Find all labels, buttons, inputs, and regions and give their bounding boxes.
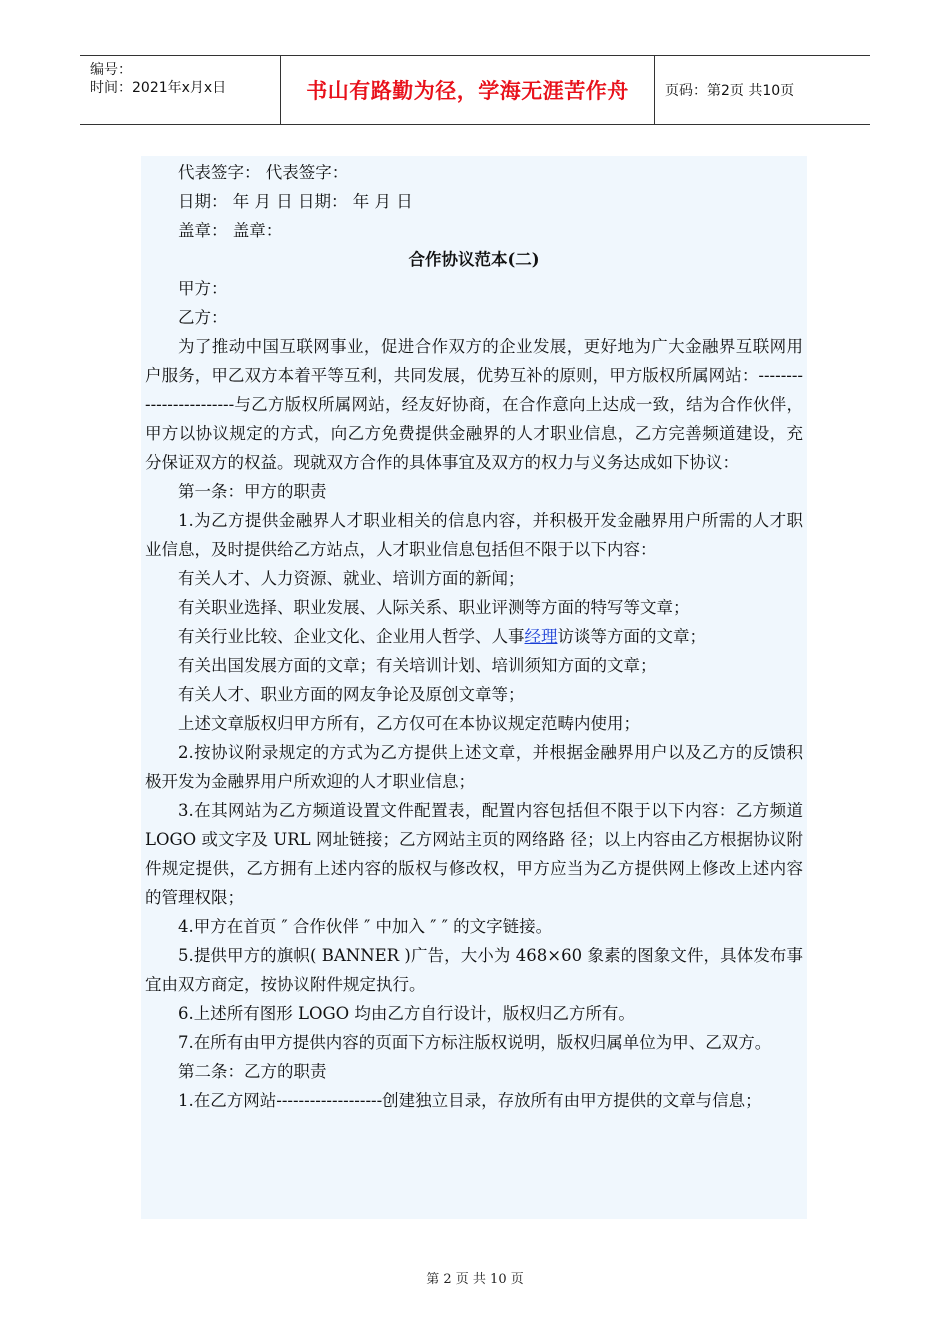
document-title: 合作协议范本(二) [408,250,540,269]
sign-line: 代表签字： 代表签字： [178,163,349,182]
page-header [80,55,870,125]
a1-item7: 7.在所有由甲方提供内容的页面下方标注版权说明，版权归属单位为甲、乙双方。 [178,1033,772,1052]
article2-title: 第二条：乙方的职责 [178,1062,327,1081]
a1-list4: 有关出国发展方面的文章；有关培训计划、培训须知方面的文章； [178,656,657,675]
seal-line: 盖章： 盖章： [178,221,283,240]
a1-item4: 4.甲方在首页 ″ 合作伙伴 ″ 中加入 ″ ″ 的文字链接。 [178,917,553,936]
party-a: 甲方： [178,279,228,298]
party-b: 乙方： [178,308,228,327]
a1-list1: 有关人才、人力资源、就业、培训方面的新闻； [178,569,525,588]
intro-paragraph: 为了推动中国互联网事业，促进合作双方的企业发展，更好地为广大金融界互联网用户服务，甲乙双方本着平等互利，共同发展，优势互补的原则，甲方版权所属网站：------------------------与乙方版权所属网站，经友好协商，在合作意向上达成一致，结为合作伙伴，甲方以协议规定的方式，向乙方免费提供金融界的人才职业信息，乙方完善频道建设，充分保证双方的权益。现就双方合作的具体事宜及双方的权力与义务达成如下协议： [145,337,803,472]
a1-list5: 有关人才、职业方面的网友争论及原创文章等； [178,685,525,704]
page-footer: 第 2 页 共 10 页 [426,1272,524,1287]
a1-list2: 有关职业选择、职业发展、人际关系、职业评测等方面的特写等文章； [178,598,690,617]
a1-item3: 3.在其网站为乙方频道设置文件配置表，配置内容包括但不限于以下内容：乙方频道 LOGO 或文字及 URL 网址链接；乙方网站主页的网络路 径；以上内容由乙方根据协议附件规定提供，乙方拥有上述内容的版权与修改权，甲方应当为乙方提供网上修改上述内容的管理权限； [145,801,803,907]
document-body [141,156,807,1219]
a2-item1: 1.在乙方网站-------------------创建独立目录，存放所有由甲方提供的文章与信息； [178,1091,762,1110]
a1-item1: 1.为乙方提供金融界人才职业相关的信息内容，并积极开发金融界用户所需的人才职业信息，及时提供给乙方站点，人才职业信息包括但不限于以下内容： [145,511,803,559]
number-label: 编号： [90,62,132,78]
date-line: 日期： 年 月 日 日期： 年 月 日 [178,192,413,211]
article1-title: 第一条：甲方的职责 [178,482,327,501]
time-label: 时间：2021年x月x日 [90,80,227,96]
a1-list3-pre: 有关行业比较、企业文化、企业用人哲学、人事 [178,627,525,646]
header-motto: 书山有路勤为径，学海无涯苦作舟 [281,56,655,124]
header-page-info: 页码：第2页 共10页 [665,83,795,99]
a1-list3 [145,622,803,651]
a1-list6: 上述文章版权归甲方所有，乙方仅可在本协议规定范畴内使用； [178,714,640,733]
a1-item6: 6.上述所有图形 LOGO 均由乙方自行设计，版权归乙方所有。 [178,1004,635,1023]
header-meta [80,56,281,124]
a1-list3-post: 访谈等方面的文章； [557,627,706,646]
a1-item5: 5.提供甲方的旗帜( BANNER )广告，大小为 468×60 象素的图象文件，具体发布事宜由双方商定，按协议附件规定执行。 [145,946,803,994]
a1-item2: 2.按协议附录规定的方式为乙方提供上述文章，并根据金融界用户以及乙方的反馈积极开发为金融界用户所欢迎的人才职业信息； [145,743,803,791]
manager-link[interactable]: 经理 [524,627,558,646]
